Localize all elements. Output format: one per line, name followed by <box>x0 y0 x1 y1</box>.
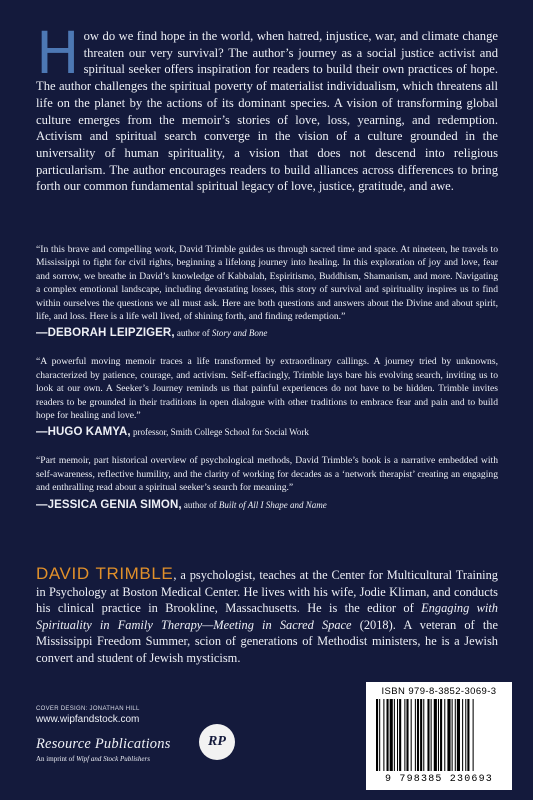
barcode-bar <box>440 699 442 771</box>
author-bio <box>36 566 498 667</box>
endorser-role: author of <box>176 328 210 339</box>
publisher-name: Resource Publications <box>36 736 171 752</box>
endorsement-attribution <box>36 326 498 340</box>
bio-text-a: , a psychologist, teaches at the Center for Multicultural Training in Psychology at Boston Medical Center. He lives with his wife, Jodie Kliman, and conducts his clinical practice in Brookline, Massachusetts. He is the editor of <box>36 568 498 616</box>
barcode-bar <box>394 699 395 771</box>
barcode-bar <box>447 699 450 771</box>
endorsement-quote: “A powerful moving memoir traces a life transformed by extraordinary callings. A journey tried by unknowns, characterized by patience, courage, and activism. Self-effacingly, Trimble lays bare his evolving search, inviting us to look at our own. A Seeker’s Journey reminds us that painful experiences do not have to be hidden. Trimble invites readers to be grounded in their traditions in open dialogue with other traditions to embrace fear and pain and to build hope for healing and love.” <box>36 356 498 422</box>
barcode-bar <box>376 699 378 771</box>
barcode-bar <box>383 699 384 771</box>
publisher-website: www.wipfandstock.com <box>36 714 140 725</box>
barcode-bar <box>452 699 453 771</box>
barcode-bar <box>457 699 460 771</box>
endorser-name: —JESSICA GENIA SIMON, <box>36 498 182 511</box>
imprint-prefix: An imprint of <box>36 755 75 763</box>
publisher-imprint <box>36 755 171 763</box>
barcode-bar <box>438 699 439 771</box>
barcode-bar <box>473 699 474 771</box>
endorser-role: professor, Smith College School for Social Work <box>132 427 309 438</box>
bio-text-b: (2018). A veteran of the Mississippi Freedom Summer, scion of generations of Methodist ministers, he is a Jewish convert and student of Jewish mysticism. <box>36 617 498 665</box>
intro-paragraph <box>36 19 498 195</box>
barcode-bar <box>465 699 466 771</box>
barcode-bar <box>423 699 424 771</box>
endorsement-quote: “In this brave and compelling work, David Trimble guides us through sacred time and space. At nineteen, he travels to Mississippi to fight for civil rights, beginning a lifelong journey into healing. In this exploration of joy and love, fear and sorrow, we breathe in David’s knowledge of Kabbalah, Espiritismo, Buddhism, Shamanism, and more. Navigating a complex emotional landscape, including devastating losses, this story of survival and spirituality inspires us to find within ourselves the questions we all must ask. Here are both questions and answers about the Divine and about spirit, life, and loss. Here is a life well lived, of shining forth, and finding redemption.” <box>36 244 498 323</box>
barcode-bar <box>417 699 419 771</box>
credits <box>36 706 140 725</box>
barcode-bar <box>406 699 408 771</box>
endorsement-attribution <box>36 498 498 512</box>
endorsement-leipziger <box>36 243 498 340</box>
endorsements <box>36 243 498 527</box>
endorsement-simon <box>36 454 498 511</box>
barcode-bars-icon <box>374 699 504 773</box>
isbn-barcode <box>366 682 512 790</box>
barcode-bar <box>390 699 393 771</box>
endorser-name: —HUGO KAMYA, <box>36 426 131 439</box>
barcode-bar <box>467 699 469 771</box>
bio-book-title: Engaging with Spirituality in Family Therapy—Meeting in Sacred Space <box>36 601 498 632</box>
endorser-work: Built of All I Shape and Name <box>218 499 327 510</box>
imprint-name: Wipf and Stock Publishers <box>76 755 150 763</box>
author-name: DAVID TRIMBLE <box>36 564 174 583</box>
barcode-bar <box>434 699 437 771</box>
cover-design-credit: COVER DESIGN: JONATHAN HILL <box>36 706 140 712</box>
endorser-role: author of <box>183 499 217 510</box>
barcode-bar <box>444 699 445 771</box>
rp-logo-icon: RP <box>199 724 235 760</box>
endorsement-kamya <box>36 355 498 439</box>
endorsement-quote: “Part memoir, part historical overview of psychological methods, David Trimble’s book is a narrative embedded with self-awareness, reflective humility, and the clarity of working for decades as a ‘network therapist’ creating an engaging and enthralling read about a spiritual seeker’s search for meaning.” <box>36 455 498 494</box>
endorser-name: —DEBORAH LEIPZIGER, <box>36 327 175 340</box>
barcode-bar <box>462 699 463 771</box>
barcode-bar <box>404 699 405 771</box>
publisher-block <box>36 736 171 763</box>
isbn-number: ISBN 979-8-3852-3069-3 <box>381 686 497 697</box>
barcode-bar <box>387 699 389 771</box>
intro-text: ow do we find hope in the world, when hatred, injustice, war, and climate change threaten our very survival? The author’s journey as a social justice activist and spiritual seeker offers inspiration for readers to build their own practices of hope. The author challenges the spiritual poverty of materialist individualism, which threatens all life on the planet by the actions of its dominant species. A vision of transforming global culture emerges from the memoir’s stories of love, loss, yearning, and redemption. Activism and spiritual search converge in the vision of a culture grounded in the universality of human spirituality, a vision that does not descend into religious particularism. The author encourages readers to build alliances across differences to bring forth our common fundamental spiritual legacy of love, justice, gratitude, and awe. <box>36 29 498 194</box>
barcode-bar <box>431 699 432 771</box>
endorser-work: Story and Bone <box>211 328 268 339</box>
barcode-bar <box>415 699 416 771</box>
barcode-bar <box>411 699 412 771</box>
barcode-bar <box>427 699 429 771</box>
barcode-bar <box>379 699 380 771</box>
barcode-bar <box>455 699 456 771</box>
barcode-bar <box>399 699 401 771</box>
drop-cap: H <box>36 19 80 87</box>
barcode-digits: 9 798385 230693 <box>384 774 493 785</box>
barcode-bar <box>397 699 398 771</box>
endorsement-attribution <box>36 425 498 439</box>
barcode-bar <box>420 699 422 771</box>
